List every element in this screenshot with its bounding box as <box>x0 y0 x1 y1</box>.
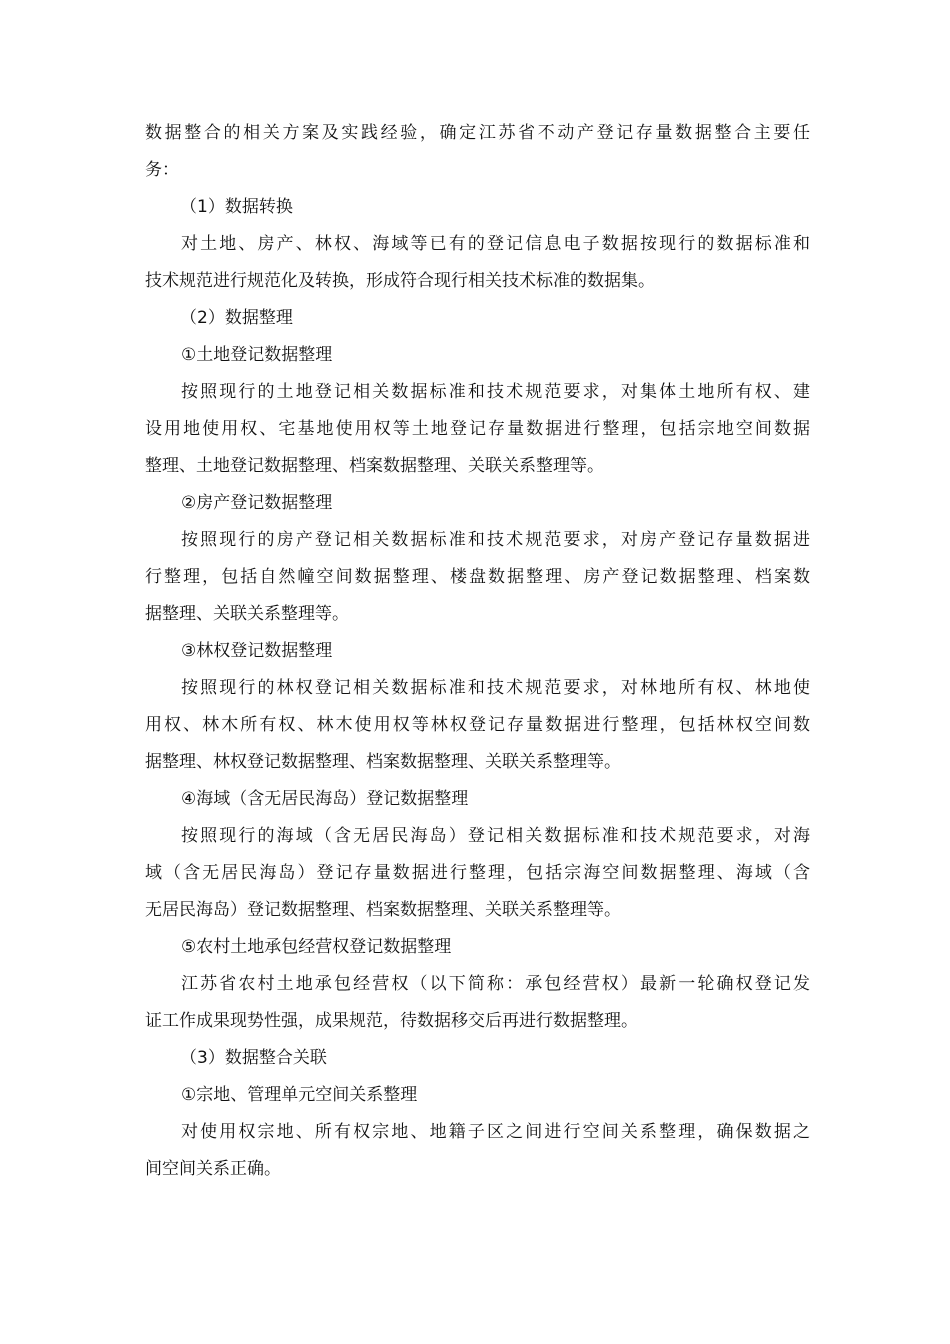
subsection-heading: ①宗地、管理单元空间关系整理 <box>181 1085 418 1105</box>
subsection-heading: ⑤农村土地承包经营权登记数据整理 <box>181 937 452 957</box>
subsection-heading: ④海域（含无居民海岛）登记数据整理 <box>181 789 469 809</box>
text-line: 江苏省农村土地承包经营权（以下简称：承包经营权）最新一轮确权登记发 <box>181 974 810 994</box>
paragraph <box>145 818 810 929</box>
text-line: 数据整合的相关方案及实践经验，确定江苏省不动产登记存量数据整合主要任 <box>145 123 810 143</box>
text-line: 按照现行的林权登记相关数据标准和技术规范要求，对林地所有权、林地使 <box>181 678 810 698</box>
text-line: 行整理，包括自然幢空间数据整理、楼盘数据整理、房产登记数据整理、档案数 <box>145 567 810 587</box>
text-line: 整理、土地登记数据整理、档案数据整理、关联关系整理等。 <box>145 456 604 476</box>
text-line: 域（含无居民海岛）登记存量数据进行整理，包括宗海空间数据整理、海域（含 <box>145 863 810 883</box>
text-line: 设用地使用权、宅基地使用权等土地登记存量数据进行整理，包括宗地空间数据 <box>145 419 810 439</box>
text-line: 务： <box>145 160 179 180</box>
section-heading: （1）数据转换 <box>180 197 293 217</box>
text-line: 对使用权宗地、所有权宗地、地籍子区之间进行空间关系整理，确保数据之 <box>181 1122 810 1142</box>
text-line: 按照现行的房产登记相关数据标准和技术规范要求，对房产登记存量数据进 <box>181 530 810 550</box>
text-line: 据整理、林权登记数据整理、档案数据整理、关联关系整理等。 <box>145 752 621 772</box>
paragraph <box>145 226 810 300</box>
subsection-heading: ②房产登记数据整理 <box>181 493 333 513</box>
subsection-heading: ①土地登记数据整理 <box>181 345 333 365</box>
paragraph <box>145 670 810 781</box>
section-heading: （3）数据整合关联 <box>180 1048 327 1068</box>
text-line: 证工作成果现势性强，成果规范，待数据移交后再进行数据整理。 <box>145 1011 638 1031</box>
text-line: 按照现行的海域（含无居民海岛）登记相关数据标准和技术规范要求，对海 <box>181 826 810 846</box>
subsection-heading: ③林权登记数据整理 <box>181 641 333 661</box>
text-line: 间空间关系正确。 <box>145 1159 281 1179</box>
paragraph <box>145 1114 810 1188</box>
text-line: 对土地、房产、林权、海域等已有的登记信息电子数据按现行的数据标准和 <box>181 234 810 254</box>
text-line: 技术规范进行规范化及转换，形成符合现行相关技术标准的数据集。 <box>145 271 655 291</box>
text-line: 用权、林木所有权、林木使用权等林权登记存量数据进行整理，包括林权空间数 <box>145 715 810 735</box>
paragraph <box>145 374 810 485</box>
document-body <box>145 115 810 1188</box>
paragraph <box>145 966 810 1040</box>
text-line: 据整理、关联关系整理等。 <box>145 604 349 624</box>
paragraph <box>145 522 810 633</box>
section-heading: （2）数据整理 <box>180 308 293 328</box>
paragraph <box>145 115 810 189</box>
text-line: 按照现行的土地登记相关数据标准和技术规范要求，对集体土地所有权、建 <box>181 382 810 402</box>
text-line: 无居民海岛）登记数据整理、档案数据整理、关联关系整理等。 <box>145 900 621 920</box>
